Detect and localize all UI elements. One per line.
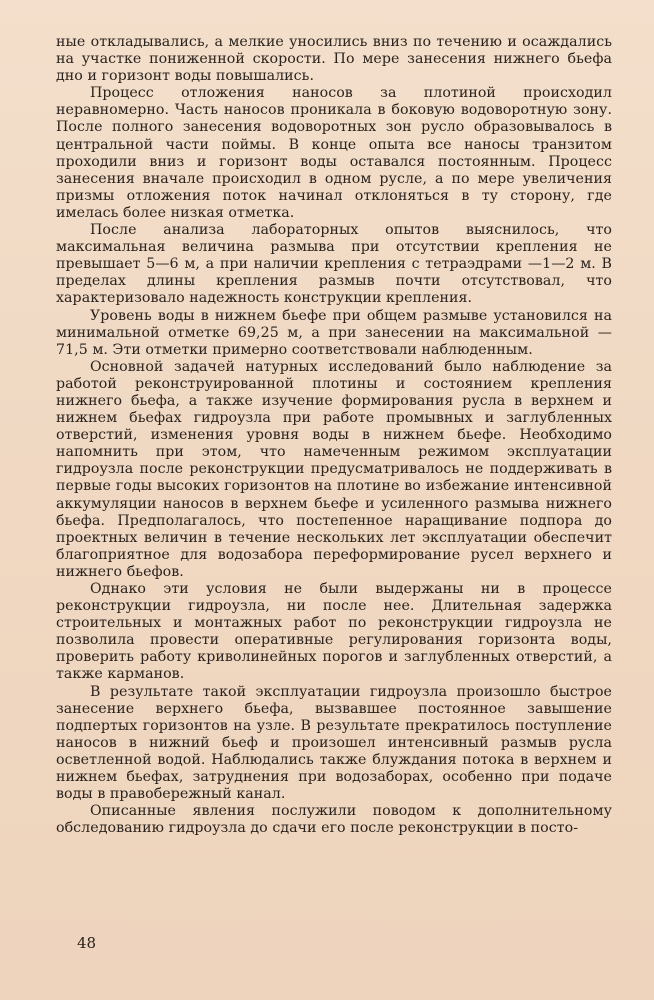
paragraph: В результате такой эксплуатации гидроузла произошло быстрое занесение верхнего бьефа, вызвавшее постоянное завышение подпертых горизонтов на узле. В результате прекратилось поступление наносов в нижний бьеф и произошел интенсивный размыв русла осветленной водой. Наблюдались также блуждания потока в верхнем и нижнем бьефах, затруднения при водозаборах, особенно при подаче воды в правобережный канал. [56, 683, 612, 803]
paragraph: Уровень воды в нижнем бьефе при общем размыве установился на минимальной отметке 69,25 м, а при занесении на максимальной — 71,5 м. Эти отметки примерно соответствовали наблюденным. [56, 307, 612, 358]
page-body [56, 34, 612, 837]
paragraph: Процесс отложения наносов за плотиной происходил неравномерно. Часть наносов проникала в боковую водоворотную зону. После полного занесения водоворотных зон русло образовывалось в центральной части поймы. В конце опыта все наносы транзитом проходили вниз и горизонт воды оставался постоянным. Процесс занесения вначале происходил в одном русле, а по мере увеличения призмы отложения поток начинал отклоняться в ту сторону, где имелась более низкая отметка. [56, 85, 612, 221]
paragraph: Однако эти условия не были выдержаны ни в процессе реконструкции гидроузла, ни после нее. Длительная задержка строительных и монтажных работ по реконструкции гидроузла не позволила провести оперативные регулирования горизонта воды, проверить работу криволинейных порогов и заглубленных отверстий, а также карманов. [56, 581, 612, 683]
paragraph: Описанные явления послужили поводом к дополнительному обследованию гидроузла до сдачи его после реконструкции в посто- [56, 803, 612, 837]
paragraph: После анализа лабораторных опытов выяснилось, что максимальная величина размыва при отсутствии крепления не превышает 5—6 м, а при наличии крепления с тетраэдрами —1—2 м. В пределах длины крепления размыв почти отсутствовал, что характеризовало надежность конструкции крепления. [56, 222, 612, 307]
paragraph: Основной задачей натурных исследований было наблюдение за работой реконструированной плотины и состоянием крепления нижнего бьефа, а также изучение формирования русла в верхнем и нижнем бьефах гидроузла при работе промывных и заглубленных отверстий, изменения уровня воды в нижнем бьефе. Необходимо напомнить при этом, что намеченным режимом эксплуатации гидроузла после реконструкции предусматривалось не поддерживать в первые годы высоких горизонтов на плотине во избежание интенсивной аккумуляции наносов в верхнем бьефе и усиленного размыва нижнего бьефа. Предполагалось, что постепенное наращивание подпора до проектных величин в течение нескольких лет эксплуатации обеспечит благоприятное для водозабора переформирование русел верхнего и нижнего бьефов. [56, 358, 612, 580]
page-number: 48 [77, 934, 97, 952]
paragraph: ные откладывались, а мелкие уносились вниз по течению и осаждались на участке пониженной скорости. По мере занесения нижнего бьефа дно и горизонт воды повышались. [56, 34, 612, 85]
